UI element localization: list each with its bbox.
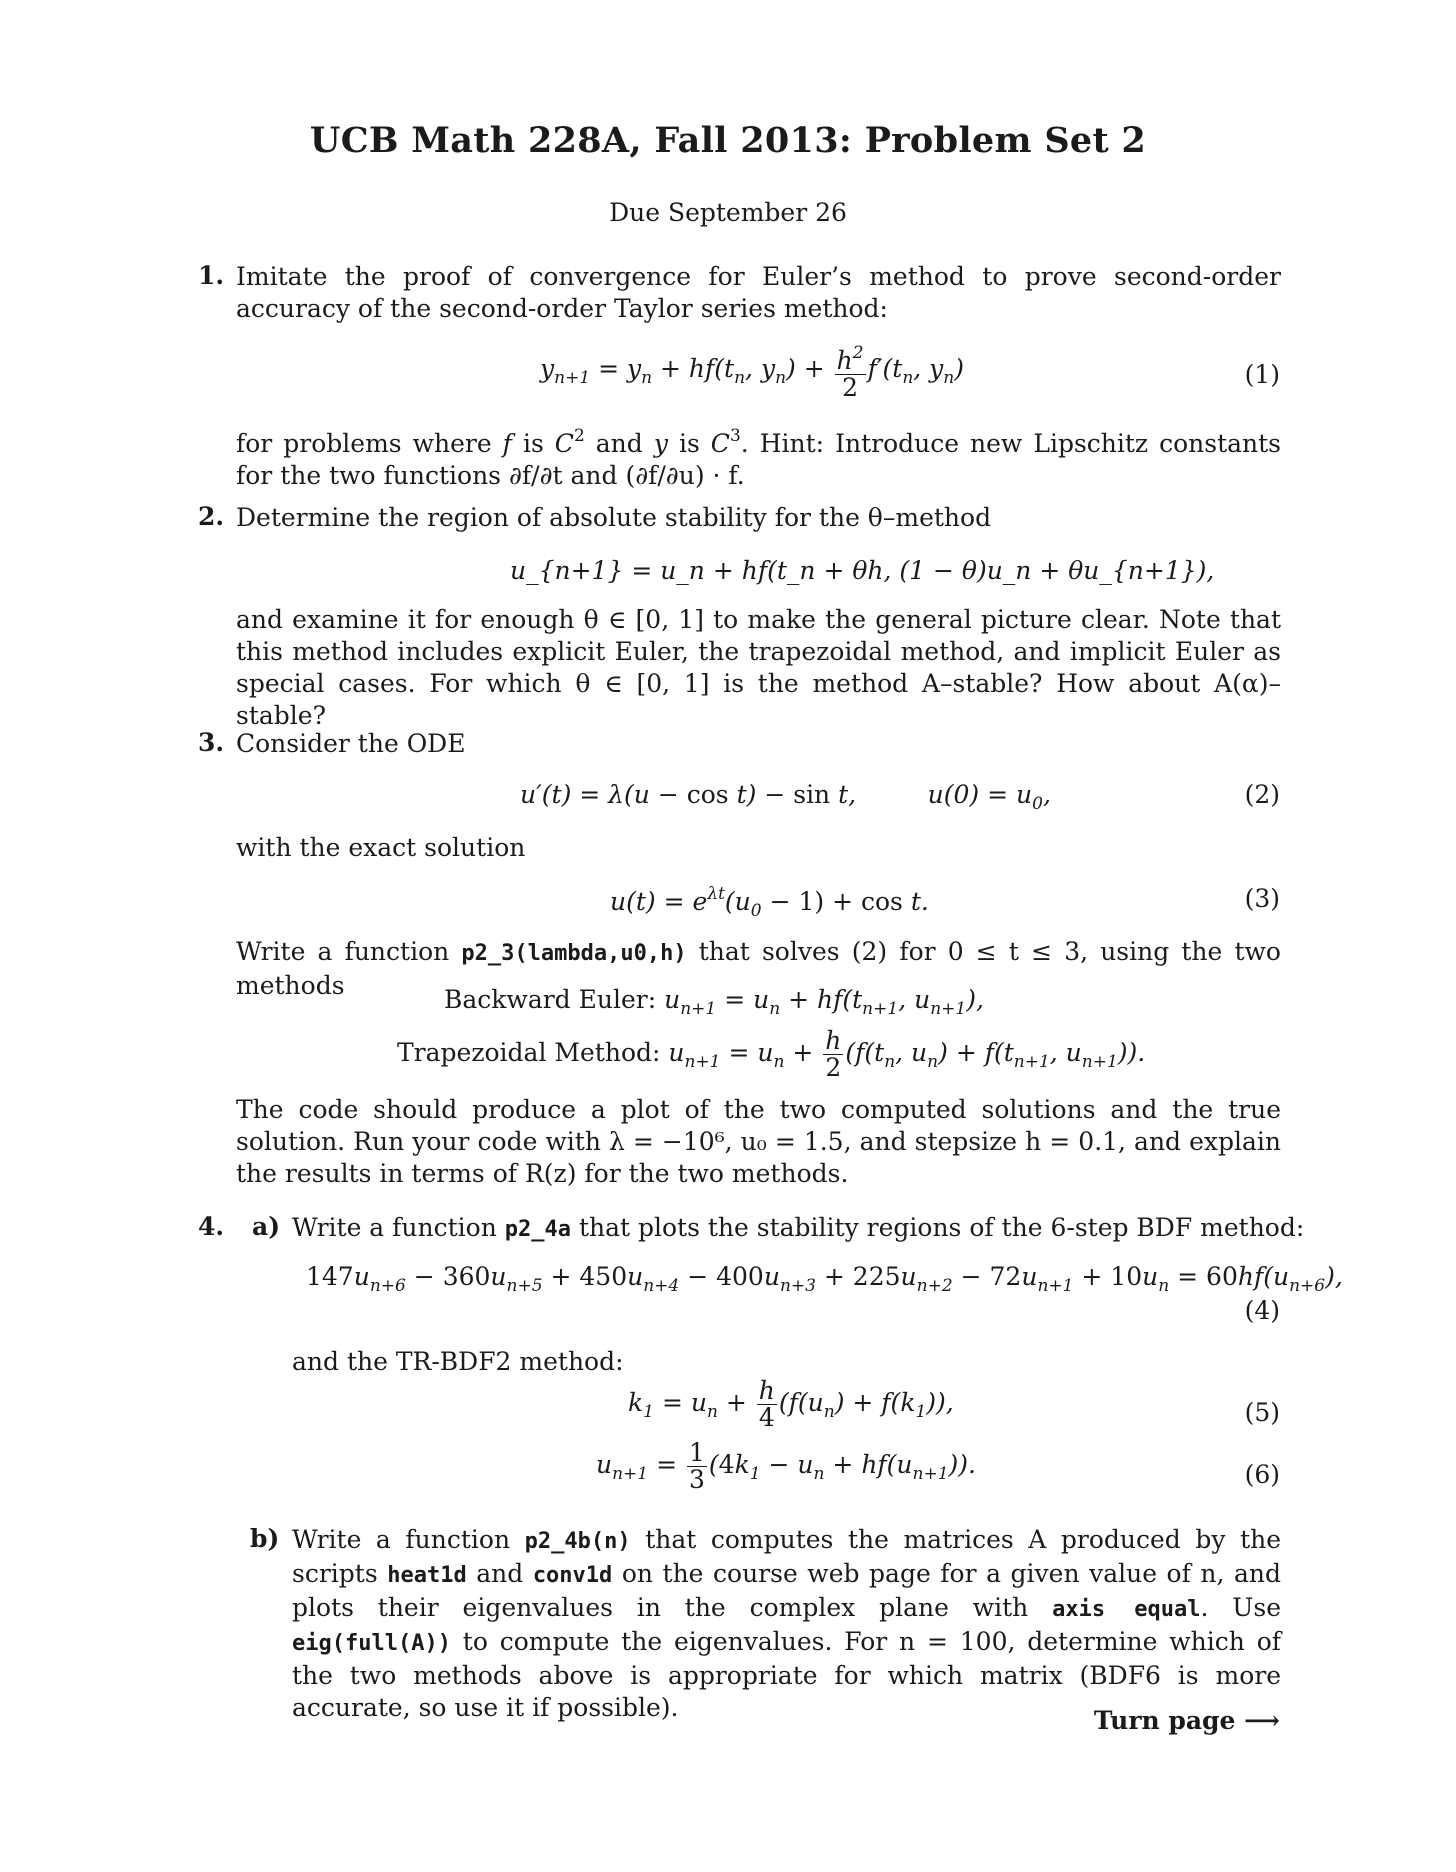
problem-1-conditions: for problems where f is $C^2$ and y is $C^3$. Hint: Introduce new Lipschitz constants for the two functions ∂f/∂t and (∂f/∂u) · f. [236, 426, 1282, 490]
equation-6: $u_{n+1}$ = $\frac{1}{3}$ $(4k_1 - u_n + hf(u_{n+1}))$. [596, 1438, 977, 1494]
function-name-p2-3: p2_3(lambda,u0,h) [461, 941, 687, 966]
problem-3-with-exact: with the exact solution [236, 833, 526, 862]
problem-2-number: 2. [198, 502, 225, 531]
equation-1: $y_{n+1} = y_n + hf(t_n$, $y_n$) + $\frac{h^2}{2}$ $f'(t_n$, $y_n$) [540, 340, 964, 401]
problem-4b-text: Write a function p2_4b(n) that computes the matrices A produced by the scripts heat1d and conv1d on the course web page for a given value of n, and plots their eigenvalues in the complex plane with axis equal. Use eig(full(A)) to compute the eigenvalues. For n = 100, determine which of the two methods above is appropriate for which matrix (BDF6 is more accurate, so use it if possible). [292, 1525, 1282, 1722]
problem-1-intro: Imitate the proof of convergence for Euler’s method to prove second-order accuracy of the second-order Taylor series method: [236, 262, 1281, 323]
problem-2-intro: Determine the region of absolute stability for the θ–method [236, 503, 992, 532]
equation-3: $u(t) = e^{\lambda t}(u_0 - 1) + \cos t$. [610, 884, 929, 921]
backward-euler-row: Backward Euler: $u_{n+1} = u_n + hf(t_{n+1}$, $u_{n+1}$), [444, 985, 984, 1019]
equation-2: u′(t) = λ(u − cos t) − sin t, $u(0) = u_0$, [520, 780, 1051, 814]
problem-3-number: 3. [198, 728, 225, 757]
equation-6-number: (6) [1244, 1460, 1280, 1489]
equation-5: $k_1 = u_n$ + $\frac{h}{4}$ $(f(u_n) + f(k_1))$, [628, 1376, 954, 1432]
problem-2-text: and examine it for enough θ ∈ [0, 1] to make the general picture clear. Note that this method includes explicit Euler, the trapezoidal method, and implicit Euler as special cases. For which θ ∈ [0, 1] is the method A–stable? How about A(α)–stable? [236, 605, 1281, 730]
equation-5-number: (5) [1244, 1398, 1280, 1427]
problem-1-number: 1. [198, 261, 225, 290]
problem-4a-label: a) [252, 1212, 281, 1241]
equation-1-number: (1) [1244, 360, 1280, 389]
equation-4: $147u_{n+6} - 360u_{n+5} + 450u_{n+4} - 400u_{n+3} + 225u_{n+2} - 72u_{n+1} + 10u_n = 60hf(u_{n+6})$, [306, 1262, 1343, 1296]
due-date: Due September 26 [609, 198, 847, 227]
problem-4b-label: b) [250, 1524, 280, 1553]
equation-3-number: (3) [1244, 884, 1280, 913]
page-title: UCB Math 228A, Fall 2013: Problem Set 2 [309, 120, 1147, 161]
problem-4-number: 4. [198, 1212, 225, 1241]
problem-3-closing: The code should produce a plot of the two computed solutions and the true solution. Run your code with λ = −10⁶, u₀ = 1.5, and stepsize h = 0.1, and explain the results in terms of R(z) for the two methods. [236, 1095, 1281, 1188]
equation-theta-method: u_{n+1} = u_n + hf(t_n + θh, (1 − θ)u_n + θu_{n+1}), [510, 556, 1215, 585]
tr-bdf2-intro: and the TR-BDF2 method: [292, 1347, 624, 1376]
equation-4-number: (4) [1244, 1296, 1280, 1325]
problem-3-intro: Consider the ODE [236, 729, 466, 758]
equation-2-number: (2) [1244, 780, 1280, 809]
trapezoidal-method-row: Trapezoidal Method: $u_{n+1} = u_n$ + $\frac{h}{2}$ ($f(t_n$, $u_n) + f(t_{n+1}$, $u_{n+1}$)). [397, 1026, 1146, 1082]
problem-4a-text: Write a function p2_4a that plots the stability regions of the 6-step BDF method: [292, 1213, 1305, 1242]
problem-3-task: Write a function p2_3(lambda,u0,h) that solves (2) for 0 ≤ t ≤ 3, using the two methods [236, 937, 1281, 1000]
turn-page-label: Turn page ⟶ [1093, 1706, 1280, 1735]
